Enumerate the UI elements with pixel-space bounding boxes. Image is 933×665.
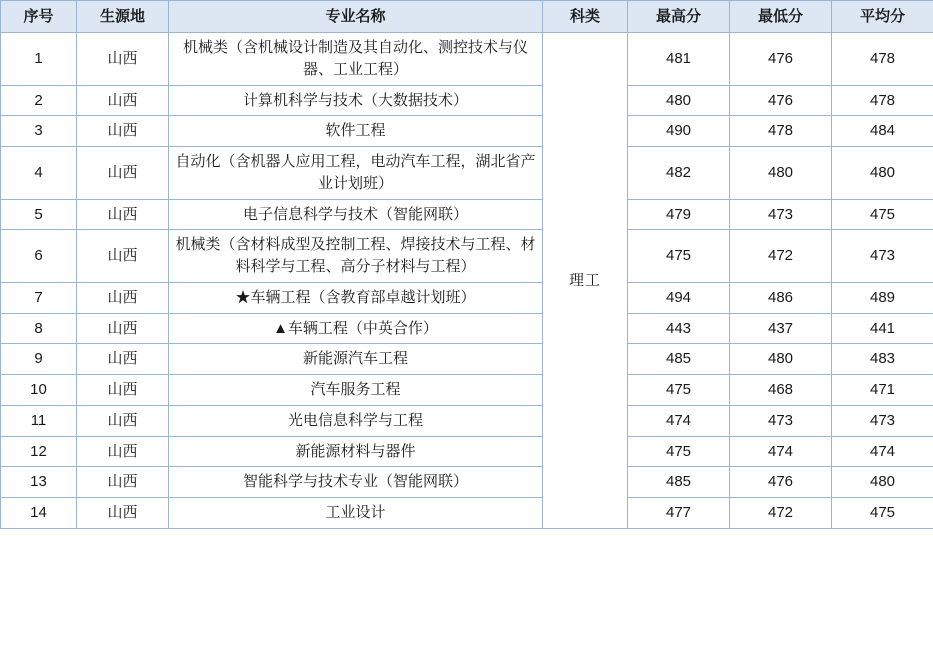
cell-major: 计算机科学与技术（大数据技术） [169, 85, 543, 116]
cell-max-score: 485 [628, 467, 730, 498]
cell-min-score: 473 [730, 199, 832, 230]
cell-major: 光电信息科学与工程 [169, 405, 543, 436]
cell-index: 9 [1, 344, 77, 375]
cell-index: 3 [1, 116, 77, 147]
cell-major: 机械类（含机械设计制造及其自动化、测控技术与仪器、工业工程） [169, 33, 543, 86]
cell-avg-score: 480 [832, 467, 933, 498]
cell-avg-score: 474 [832, 436, 933, 467]
cell-min-score: 476 [730, 85, 832, 116]
cell-origin: 山西 [77, 33, 169, 86]
column-header-subject-type: 科类 [543, 1, 628, 33]
cell-min-score: 474 [730, 436, 832, 467]
cell-origin: 山西 [77, 344, 169, 375]
table-row [1, 147, 933, 200]
cell-max-score: 479 [628, 199, 730, 230]
table-row [1, 313, 933, 344]
table-row [1, 405, 933, 436]
cell-major: ★车辆工程（含教育部卓越计划班） [169, 282, 543, 313]
cell-index: 10 [1, 375, 77, 406]
cell-origin: 山西 [77, 230, 169, 283]
cell-major: 新能源材料与器件 [169, 436, 543, 467]
cell-max-score: 475 [628, 230, 730, 283]
cell-avg-score: 478 [832, 85, 933, 116]
table-row [1, 498, 933, 529]
cell-min-score: 486 [730, 282, 832, 313]
cell-avg-score: 483 [832, 344, 933, 375]
cell-avg-score: 480 [832, 147, 933, 200]
cell-origin: 山西 [77, 147, 169, 200]
cell-index: 11 [1, 405, 77, 436]
table-body [1, 33, 933, 529]
cell-max-score: 490 [628, 116, 730, 147]
cell-major: 自动化（含机器人应用工程，电动汽车工程，湖北省产业计划班） [169, 147, 543, 200]
cell-origin: 山西 [77, 199, 169, 230]
column-header-max-score: 最高分 [628, 1, 730, 33]
cell-origin: 山西 [77, 375, 169, 406]
table-row [1, 85, 933, 116]
cell-index: 1 [1, 33, 77, 86]
cell-index: 14 [1, 498, 77, 529]
table-header-row [1, 1, 933, 33]
cell-max-score: 475 [628, 436, 730, 467]
cell-origin: 山西 [77, 467, 169, 498]
cell-major: 智能科学与技术专业（智能网联） [169, 467, 543, 498]
cell-avg-score: 475 [832, 199, 933, 230]
table-row [1, 230, 933, 283]
cell-avg-score: 475 [832, 498, 933, 529]
cell-min-score: 480 [730, 147, 832, 200]
column-header-major: 专业名称 [169, 1, 543, 33]
cell-index: 2 [1, 85, 77, 116]
cell-min-score: 476 [730, 33, 832, 86]
column-header-min-score: 最低分 [730, 1, 832, 33]
cell-index: 5 [1, 199, 77, 230]
cell-origin: 山西 [77, 313, 169, 344]
table-row [1, 375, 933, 406]
cell-major: ▲车辆工程（中英合作） [169, 313, 543, 344]
cell-max-score: 482 [628, 147, 730, 200]
cell-index: 13 [1, 467, 77, 498]
cell-min-score: 472 [730, 230, 832, 283]
cell-max-score: 443 [628, 313, 730, 344]
cell-origin: 山西 [77, 405, 169, 436]
cell-avg-score: 471 [832, 375, 933, 406]
cell-avg-score: 473 [832, 405, 933, 436]
cell-min-score: 472 [730, 498, 832, 529]
cell-max-score: 477 [628, 498, 730, 529]
table-row [1, 33, 933, 86]
cell-index: 12 [1, 436, 77, 467]
cell-origin: 山西 [77, 436, 169, 467]
cell-min-score: 478 [730, 116, 832, 147]
cell-min-score: 468 [730, 375, 832, 406]
cell-max-score: 481 [628, 33, 730, 86]
table-row [1, 436, 933, 467]
cell-avg-score: 478 [832, 33, 933, 86]
cell-max-score: 474 [628, 405, 730, 436]
cell-major: 工业设计 [169, 498, 543, 529]
cell-avg-score: 473 [832, 230, 933, 283]
cell-origin: 山西 [77, 498, 169, 529]
table-row [1, 116, 933, 147]
column-header-origin: 生源地 [77, 1, 169, 33]
column-header-avg-score: 平均分 [832, 1, 933, 33]
cell-index: 6 [1, 230, 77, 283]
cell-max-score: 475 [628, 375, 730, 406]
table-row [1, 467, 933, 498]
table-row [1, 199, 933, 230]
table-header [1, 1, 933, 33]
cell-min-score: 437 [730, 313, 832, 344]
cell-max-score: 485 [628, 344, 730, 375]
cell-origin: 山西 [77, 282, 169, 313]
cell-index: 8 [1, 313, 77, 344]
cell-subject-type: 理工 [543, 33, 628, 529]
cell-origin: 山西 [77, 116, 169, 147]
table-row [1, 344, 933, 375]
cell-major: 电子信息科学与技术（智能网联） [169, 199, 543, 230]
cell-origin: 山西 [77, 85, 169, 116]
cell-index: 7 [1, 282, 77, 313]
cell-major: 新能源汽车工程 [169, 344, 543, 375]
cell-index: 4 [1, 147, 77, 200]
cell-major: 软件工程 [169, 116, 543, 147]
cell-avg-score: 489 [832, 282, 933, 313]
cell-min-score: 480 [730, 344, 832, 375]
cell-max-score: 494 [628, 282, 730, 313]
cell-min-score: 473 [730, 405, 832, 436]
table-row [1, 282, 933, 313]
cell-avg-score: 484 [832, 116, 933, 147]
cell-major: 机械类（含材料成型及控制工程、焊接技术与工程、材料科学与工程、高分子材料与工程） [169, 230, 543, 283]
cell-major: 汽车服务工程 [169, 375, 543, 406]
cell-max-score: 480 [628, 85, 730, 116]
cell-min-score: 476 [730, 467, 832, 498]
column-header-index: 序号 [1, 1, 77, 33]
cell-avg-score: 441 [832, 313, 933, 344]
